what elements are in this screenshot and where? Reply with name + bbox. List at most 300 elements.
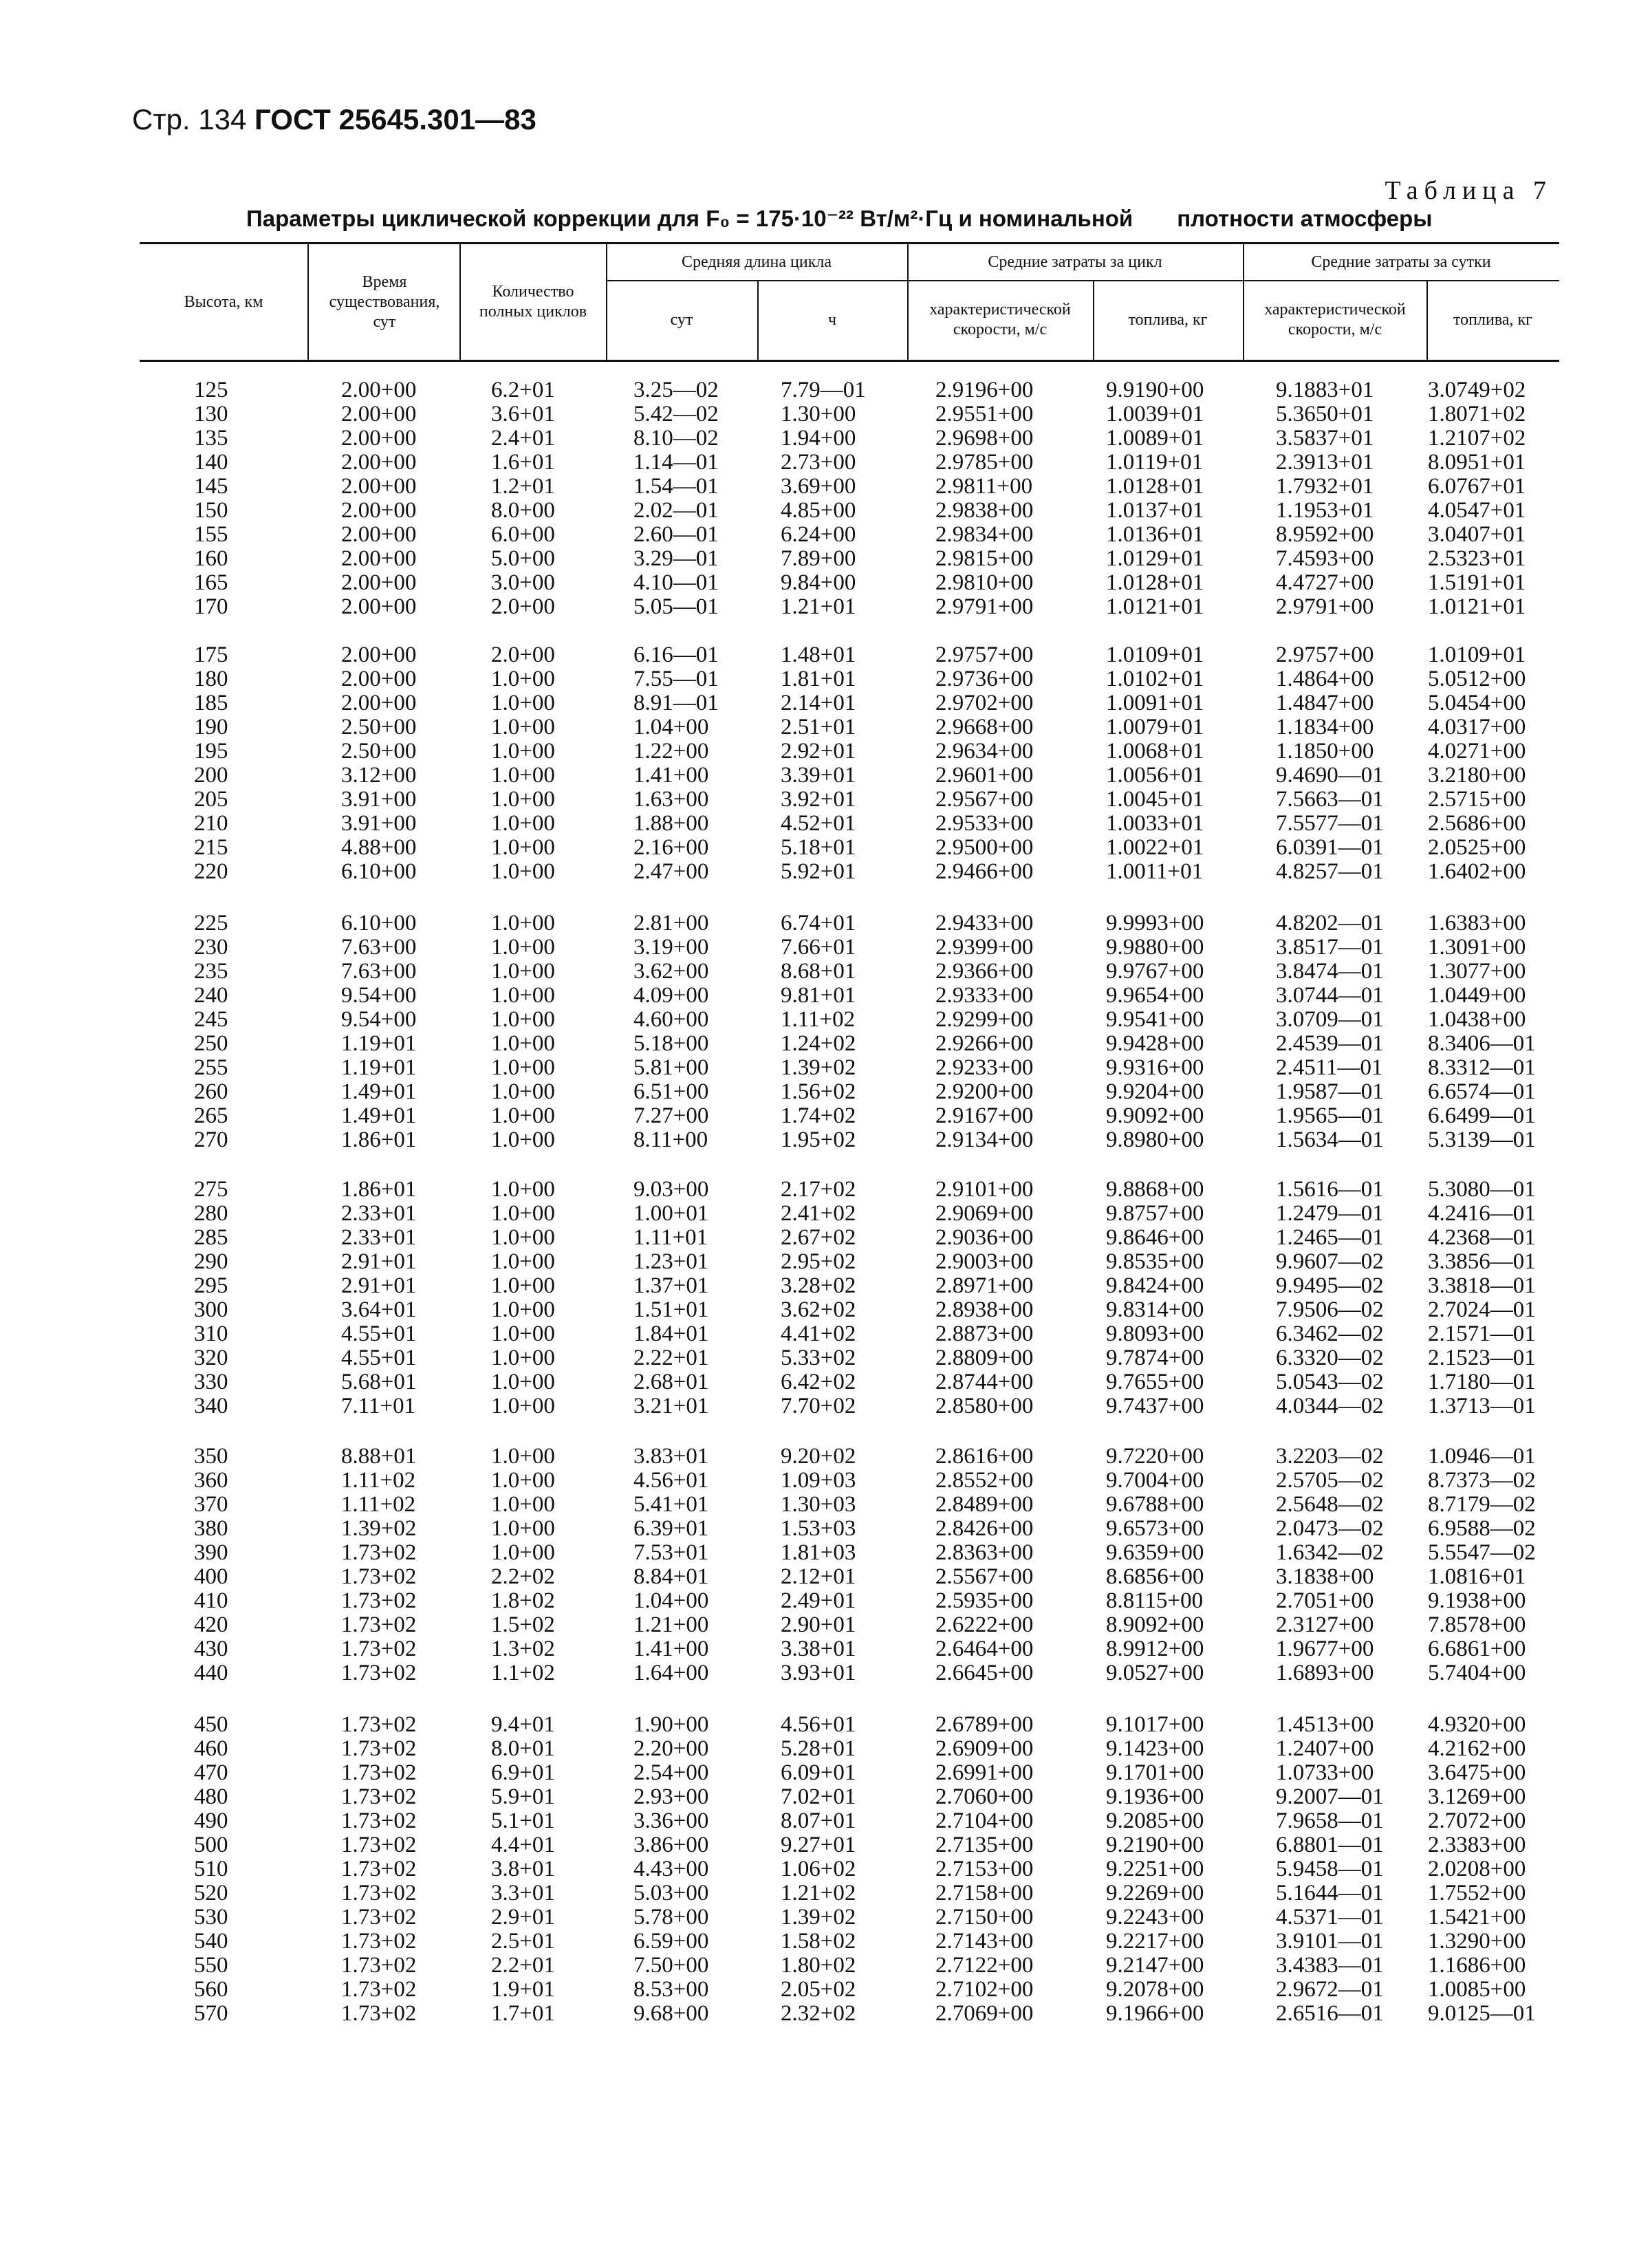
table-cell: 310 [194, 1321, 228, 1346]
table-cell: 2.9167+00 [935, 1103, 1034, 1128]
table-cell: 390 [194, 1540, 228, 1565]
table-cell: 2.7102+00 [935, 1977, 1034, 2002]
table-cell: 6.74+01 [781, 911, 856, 936]
table-cell: 1.0085+00 [1428, 1977, 1526, 2002]
table-cell: 1.73+02 [341, 1760, 417, 1785]
table-cell: 9.8868+00 [1106, 1177, 1204, 1202]
table-cell: 2.00+00 [341, 402, 417, 426]
table-cell: 2.7143+00 [935, 1929, 1034, 1954]
table-cell: 1.30+03 [781, 1492, 856, 1517]
table-cell: 8.8115+00 [1106, 1588, 1204, 1613]
table-cell: 1.9+01 [491, 1977, 555, 2002]
table-cell: 1.7+01 [491, 2001, 555, 2026]
table-cell: 1.0+00 [491, 1540, 555, 1565]
table-row [0, 1565, 1628, 1589]
table-row [0, 1370, 1628, 1394]
table-cell: 3.12+00 [341, 763, 417, 788]
table-cell: 265 [194, 1103, 228, 1128]
table-cell: 5.41+01 [633, 1492, 709, 1517]
table-row [0, 1469, 1628, 1493]
table-cell: 9.7004+00 [1106, 1468, 1204, 1493]
table-cell: 6.0391—01 [1276, 835, 1384, 860]
table-row [0, 691, 1628, 715]
table-cell: 1.0121+01 [1106, 594, 1204, 619]
table-row [0, 1056, 1628, 1080]
table-cell: 290 [194, 1249, 228, 1274]
table-cell: 1.94+00 [781, 426, 856, 451]
table-cell: 1.73+02 [341, 1808, 417, 1833]
table-cell: 125 [194, 378, 228, 402]
table-cell: 3.19+00 [633, 935, 709, 960]
table-cell: 8.88+01 [341, 1444, 417, 1469]
table-cell: 4.60+00 [633, 1007, 709, 1032]
table-cell: 9.84+00 [781, 570, 856, 595]
table-cell: 1.0091+01 [1106, 691, 1204, 715]
table-cell: 2.49+01 [781, 1588, 856, 1613]
table-cell: 1.22+00 [633, 739, 709, 764]
table-cell: 9.0125—01 [1428, 2001, 1536, 2026]
table-cell: 2.00+00 [341, 546, 417, 571]
table-cell: 4.85+00 [781, 498, 856, 523]
table-cell: 2.9672—01 [1276, 1977, 1384, 2002]
table-cell: 2.8426+00 [935, 1516, 1034, 1541]
page-number: Стр. 134 [132, 103, 247, 136]
table-cell: 4.88+00 [341, 835, 417, 860]
table-cell: 6.6499—01 [1428, 1103, 1536, 1128]
table-cell: 2.00+00 [341, 667, 417, 691]
table-cell: 2.9466+00 [935, 859, 1034, 884]
table-cell: 1.0+00 [491, 763, 555, 788]
table-cell: 3.62+00 [633, 959, 709, 984]
table-cell: 2.5715+00 [1428, 787, 1526, 812]
table-cell: 1.86+01 [341, 1177, 417, 1202]
table-cell: 480 [194, 1784, 228, 1809]
table-cell: 2.17+02 [781, 1177, 856, 1202]
table-cell: 1.0102+01 [1106, 667, 1204, 691]
table-row [0, 1905, 1628, 1930]
table-cell: 6.39+01 [633, 1516, 709, 1541]
table-row [0, 499, 1628, 523]
table-row [0, 643, 1628, 667]
table-cell: 1.0+00 [491, 1103, 555, 1128]
table-cell: 7.9658—01 [1276, 1808, 1384, 1833]
table-cell: 1.0079+01 [1106, 715, 1204, 739]
table-cell: 1.6342—02 [1276, 1540, 1384, 1565]
table-cell: 2.5567+00 [935, 1564, 1034, 1589]
table-cell: 1.0+00 [491, 811, 555, 836]
table-cell: 360 [194, 1468, 228, 1493]
table-cell: 1.0137+01 [1106, 498, 1204, 523]
table-cell: 9.9204+00 [1106, 1079, 1204, 1104]
table-cell: 1.0121+01 [1428, 594, 1526, 619]
table-cell: 150 [194, 498, 228, 523]
table-cell: 4.55+01 [341, 1321, 417, 1346]
table-cell: 2.9702+00 [935, 691, 1034, 715]
table-cell: 9.2243+00 [1106, 1905, 1204, 1930]
table-cell: 3.92+01 [781, 787, 856, 812]
table-row [0, 402, 1628, 426]
table-cell: 295 [194, 1273, 228, 1298]
table-cell: 1.0+00 [491, 1201, 555, 1226]
table-cell: 5.81+00 [633, 1055, 709, 1080]
table-cell: 1.4513+00 [1276, 1712, 1374, 1737]
table-cell: 2.6991+00 [935, 1760, 1034, 1785]
table-cell: 2.9399+00 [935, 935, 1034, 960]
header-existence: Время существования, сут [329, 272, 440, 331]
table-cell: 1.73+02 [341, 1929, 417, 1954]
table-cell: 2.00+00 [341, 522, 417, 547]
table-cell: 1.24+02 [781, 1031, 856, 1056]
table-cell: 2.05+02 [781, 1977, 856, 2002]
table-cell: 9.54+00 [341, 1007, 417, 1032]
header-cycles: Количество полных циклов [479, 283, 587, 321]
table-cell: 1.49+01 [341, 1079, 417, 1104]
table-cell: 3.36+00 [633, 1808, 709, 1833]
table-cell: 9.7437+00 [1106, 1394, 1204, 1418]
table-cell: 2.7072+00 [1428, 1808, 1526, 1833]
table-cell: 1.3+02 [491, 1637, 555, 1661]
table-cell: 285 [194, 1225, 228, 1250]
table-cell: 9.9495—02 [1276, 1273, 1384, 1298]
table-cell: 8.9092+00 [1106, 1612, 1204, 1637]
table-cell: 5.0543—02 [1276, 1370, 1384, 1394]
table-row [0, 1032, 1628, 1056]
table-cell: 1.73+02 [341, 1612, 417, 1637]
table-row [0, 1954, 1628, 1978]
table-cell: 2.00+00 [341, 450, 417, 475]
table-cell: 2.91+01 [341, 1273, 417, 1298]
table-cell: 2.6516—01 [1276, 2001, 1384, 2026]
table-cell: 340 [194, 1394, 228, 1418]
table-cell: 1.09+03 [781, 1468, 856, 1493]
table-cell: 4.8202—01 [1276, 911, 1384, 936]
table-cell: 1.73+02 [341, 1833, 417, 1857]
table-row [0, 788, 1628, 812]
table-cell: 8.0951+01 [1428, 450, 1526, 475]
table-cell: 2.9333+00 [935, 983, 1034, 1008]
header-avg-cycle: Средняя длина цикла [682, 252, 832, 271]
table-cell: 1.0+00 [491, 1249, 555, 1274]
table-cell: 440 [194, 1661, 228, 1685]
table-cell: 3.0407+01 [1428, 522, 1526, 547]
table-cell: 1.73+02 [341, 1953, 417, 1978]
table-cell: 1.23+01 [633, 1249, 709, 1274]
table-cell: 1.0+00 [491, 691, 555, 715]
table-cell: 1.7180—01 [1428, 1370, 1536, 1394]
table-cell: 1.90+00 [633, 1712, 709, 1737]
table-cell: 1.0+00 [491, 1273, 555, 1298]
table-row [0, 378, 1628, 402]
table-cell: 1.1834+00 [1276, 715, 1374, 739]
table-cell: 1.0946—01 [1428, 1444, 1536, 1469]
table-cell: 460 [194, 1736, 228, 1761]
table-cell: 1.73+02 [341, 1784, 417, 1809]
page-header [132, 103, 536, 136]
table-cell: 7.89+00 [781, 546, 856, 571]
table-cell: 8.3406—01 [1428, 1031, 1536, 1056]
table-cell: 9.20+02 [781, 1444, 856, 1469]
table-row [0, 1881, 1628, 1905]
table-cell: 2.9366+00 [935, 959, 1034, 984]
table-cell: 1.00+01 [633, 1201, 709, 1226]
table-cell: 2.9200+00 [935, 1079, 1034, 1104]
table-cell: 3.91+00 [341, 787, 417, 812]
table-cell: 6.2+01 [491, 378, 555, 402]
table-cell: 8.91—01 [633, 691, 719, 715]
table-cell: 7.50+00 [633, 1953, 709, 1978]
table-cell: 1.48+01 [781, 642, 856, 667]
table-cell: 6.51+00 [633, 1079, 709, 1104]
table-cell: 2.7024—01 [1428, 1297, 1536, 1322]
table-cell: 1.73+02 [341, 1661, 417, 1685]
table-cell: 2.4+01 [491, 426, 555, 451]
table-cell: 1.1+02 [491, 1661, 555, 1685]
table-cell: 1.73+02 [341, 1540, 417, 1565]
table-cell: 1.0+00 [491, 835, 555, 860]
table-cell: 1.41+00 [633, 1637, 709, 1661]
table-cell: 4.2162+00 [1428, 1736, 1526, 1761]
table-cell: 1.0+00 [491, 1055, 555, 1080]
table-cell: 3.64+01 [341, 1297, 417, 1322]
table-cell: 2.1523—01 [1428, 1346, 1536, 1370]
table-cell: 2.92+01 [781, 739, 856, 764]
table-cell: 5.1644—01 [1276, 1881, 1384, 1905]
table-cell: 8.6856+00 [1106, 1564, 1204, 1589]
table-cell: 2.3383+00 [1428, 1833, 1526, 1857]
table-cell: 1.04+00 [633, 1588, 709, 1613]
table-cell: 1.39+02 [781, 1055, 856, 1080]
table-cell: 3.9101—01 [1276, 1929, 1384, 1954]
table-cell: 3.3818—01 [1428, 1273, 1536, 1298]
table-cell: 215 [194, 835, 228, 860]
table-cell: 3.21+01 [633, 1394, 709, 1418]
table-cell: 135 [194, 426, 228, 451]
table-cell: 2.00+00 [341, 498, 417, 523]
table-cell: 9.4+01 [491, 1712, 555, 1737]
table-cell: 9.1883+01 [1276, 378, 1374, 402]
table-cell: 160 [194, 546, 228, 571]
table-cell: 1.0128+01 [1106, 570, 1204, 595]
column-divider [459, 244, 461, 360]
table-cell: 2.41+02 [781, 1201, 856, 1226]
table-row [0, 812, 1628, 836]
table-cell: 420 [194, 1612, 228, 1637]
table-row [0, 1008, 1628, 1032]
table-row [0, 1713, 1628, 1737]
table-cell: 9.2217+00 [1106, 1929, 1204, 1954]
table-row [0, 595, 1628, 619]
table-row [0, 451, 1628, 475]
table-cell: 8.7179—02 [1428, 1492, 1536, 1517]
table-cell: 9.9316+00 [1106, 1055, 1204, 1080]
table-cell: 7.63+00 [341, 935, 417, 960]
table-cell: 2.9500+00 [935, 835, 1034, 860]
table-cell: 4.56+01 [781, 1712, 856, 1737]
table-cell: 2.00+00 [341, 642, 417, 667]
table-cell: 2.7122+00 [935, 1953, 1034, 1978]
table-cell: 2.7060+00 [935, 1784, 1034, 1809]
table-cell: 9.9092+00 [1106, 1103, 1204, 1128]
table-cell: 5.9+01 [491, 1784, 555, 1809]
table-cell: 500 [194, 1833, 228, 1857]
table-row [0, 739, 1628, 764]
table-row [0, 1322, 1628, 1346]
table-cell: 2.00+00 [341, 426, 417, 451]
table-row [0, 1080, 1628, 1104]
table-cell: 5.3650+01 [1276, 402, 1374, 426]
table-cell: 2.9433+00 [935, 911, 1034, 936]
table-cell: 3.83+01 [633, 1444, 709, 1469]
table-cell: 205 [194, 787, 228, 812]
table-cell: 1.56+02 [781, 1079, 856, 1104]
table-row [0, 1809, 1628, 1833]
table-label: Таблица 7 [1385, 176, 1552, 205]
table-cell: 235 [194, 959, 228, 984]
table-cell: 3.25—02 [633, 378, 719, 402]
table-cell: 275 [194, 1177, 228, 1202]
table-cell: 140 [194, 450, 228, 475]
table-cell: 9.1423+00 [1106, 1736, 1204, 1761]
table-cell: 2.9551+00 [935, 402, 1034, 426]
table-cell: 2.9533+00 [935, 811, 1034, 836]
table-cell: 1.0022+01 [1106, 835, 1204, 860]
table-cell: 9.03+00 [633, 1177, 709, 1202]
table-cell: 255 [194, 1055, 228, 1080]
table-cell: 3.29—01 [633, 546, 719, 571]
table-cell: 5.18+00 [633, 1031, 709, 1056]
table-cell: 9.2190+00 [1106, 1833, 1204, 1857]
table-cell: 3.6475+00 [1428, 1760, 1526, 1785]
table-cell: 1.95+02 [781, 1127, 856, 1152]
table-cell: 2.9834+00 [935, 522, 1034, 547]
table-cell: 4.10—01 [633, 570, 719, 595]
table-cell: 6.8801—01 [1276, 1833, 1384, 1857]
table-cell: 1.0+00 [491, 1468, 555, 1493]
table-cell: 2.9785+00 [935, 450, 1034, 475]
table-cell: 1.9587—01 [1276, 1079, 1384, 1104]
table-cell: 3.91+00 [341, 811, 417, 836]
table-cell: 1.2465—01 [1276, 1225, 1384, 1250]
table-cell: 430 [194, 1637, 228, 1661]
table-cell: 4.5371—01 [1276, 1905, 1384, 1930]
table-cell: 6.10+00 [341, 911, 417, 936]
table-cell: 5.0512+00 [1428, 667, 1526, 691]
table-row [0, 547, 1628, 571]
table-cell: 1.11+02 [781, 1007, 856, 1032]
table-cell: 1.6383+00 [1428, 911, 1526, 936]
table-cell: 175 [194, 642, 228, 667]
table-cell: 1.2107+02 [1428, 426, 1526, 451]
table-cell: 2.95+02 [781, 1249, 856, 1274]
table-cell: 7.70+02 [781, 1394, 856, 1418]
table-cell: 8.7373—02 [1428, 1468, 1536, 1493]
table-cell: 3.38+01 [781, 1637, 856, 1661]
header-cost-cycle-velocity: характеристической скорости, м/с [929, 301, 1071, 338]
table-cell: 5.05—01 [633, 594, 719, 619]
table-cell: 9.9190+00 [1106, 378, 1204, 402]
table-cell: 2.33+01 [341, 1225, 417, 1250]
table-cell: 1.5616—01 [1276, 1177, 1384, 1202]
table-row [0, 667, 1628, 691]
table-cell: 2.7069+00 [935, 2001, 1034, 2026]
table-cell: 145 [194, 474, 228, 499]
table-cell: 1.4864+00 [1276, 667, 1374, 691]
table-cell: 1.0+00 [491, 1007, 555, 1032]
header-cost-day: Средние затраты за сутки [1311, 252, 1491, 271]
table-cell: 1.86+01 [341, 1127, 417, 1152]
header-height: Высота, км [184, 292, 263, 311]
table-cell: 2.67+02 [781, 1225, 856, 1250]
table-cell: 470 [194, 1760, 228, 1785]
table-cell: 2.8873+00 [935, 1321, 1034, 1346]
table-row [0, 911, 1628, 936]
table-cell: 9.8093+00 [1106, 1321, 1204, 1346]
table-cell: 2.33+01 [341, 1201, 417, 1226]
table-cell: 3.0+00 [491, 570, 555, 595]
table-cell: 8.0+00 [491, 498, 555, 523]
table-cell: 2.9838+00 [935, 498, 1034, 523]
table-row [0, 1541, 1628, 1565]
table-row [0, 1226, 1628, 1250]
table-cell: 180 [194, 667, 228, 691]
table-cell: 270 [194, 1127, 228, 1152]
table-cell: 4.8257—01 [1276, 859, 1384, 884]
table-cell: 9.1701+00 [1106, 1760, 1204, 1785]
table-cell: 2.9811+00 [935, 474, 1033, 499]
table-cell: 3.4383—01 [1276, 1953, 1384, 1978]
table-cell: 9.2078+00 [1106, 1977, 1204, 2002]
table-cell: 520 [194, 1881, 228, 1905]
table-cell: 1.9565—01 [1276, 1103, 1384, 1128]
table-cell: 200 [194, 763, 228, 788]
table-cell: 1.73+02 [341, 1881, 417, 1905]
table-cell: 2.9815+00 [935, 546, 1034, 571]
table-cell: 2.9069+00 [935, 1201, 1034, 1226]
table-cell: 3.93+01 [781, 1661, 856, 1685]
table-cell: 2.54+00 [633, 1760, 709, 1785]
table-cell: 3.86+00 [633, 1833, 709, 1857]
table-title-tail: плотности атмосферы [1177, 206, 1433, 231]
table-cell: 1.0+00 [491, 739, 555, 764]
table-cell: 5.9458—01 [1276, 1857, 1384, 1881]
header-cost-day-velocity: характеристической скорости, м/с [1264, 301, 1406, 338]
table-cell: 2.9698+00 [935, 426, 1034, 451]
table-cell: 2.9757+00 [935, 642, 1034, 667]
table-row [0, 475, 1628, 499]
table-cell: 2.73+00 [781, 450, 856, 475]
table-cell: 9.6359+00 [1106, 1540, 1204, 1565]
table-cell: 3.3+01 [491, 1881, 555, 1905]
table-cell: 8.0+01 [491, 1736, 555, 1761]
table-cell: 2.2+01 [491, 1953, 555, 1978]
table-cell: 7.27+00 [633, 1103, 709, 1128]
table-cell: 9.0527+00 [1106, 1661, 1204, 1685]
table-cell: 1.0+00 [491, 1492, 555, 1517]
table-cell: 2.0525+00 [1428, 835, 1526, 860]
table-cell: 155 [194, 522, 228, 547]
table-row [0, 1785, 1628, 1809]
table-cell: 4.0271+00 [1428, 739, 1526, 764]
table-cell: 1.11+01 [633, 1225, 708, 1250]
table-cell: 8.07+01 [781, 1808, 856, 1833]
table-cell: 5.18+01 [781, 835, 856, 860]
table-cell: 2.91+01 [341, 1249, 417, 1274]
table-cell: 5.1+01 [491, 1808, 555, 1833]
table-cell: 1.73+02 [341, 1977, 417, 2002]
table-cell: 1.3713—01 [1428, 1394, 1536, 1418]
table-cell: 9.8980+00 [1106, 1127, 1204, 1152]
table-cell: 4.52+01 [781, 811, 856, 836]
